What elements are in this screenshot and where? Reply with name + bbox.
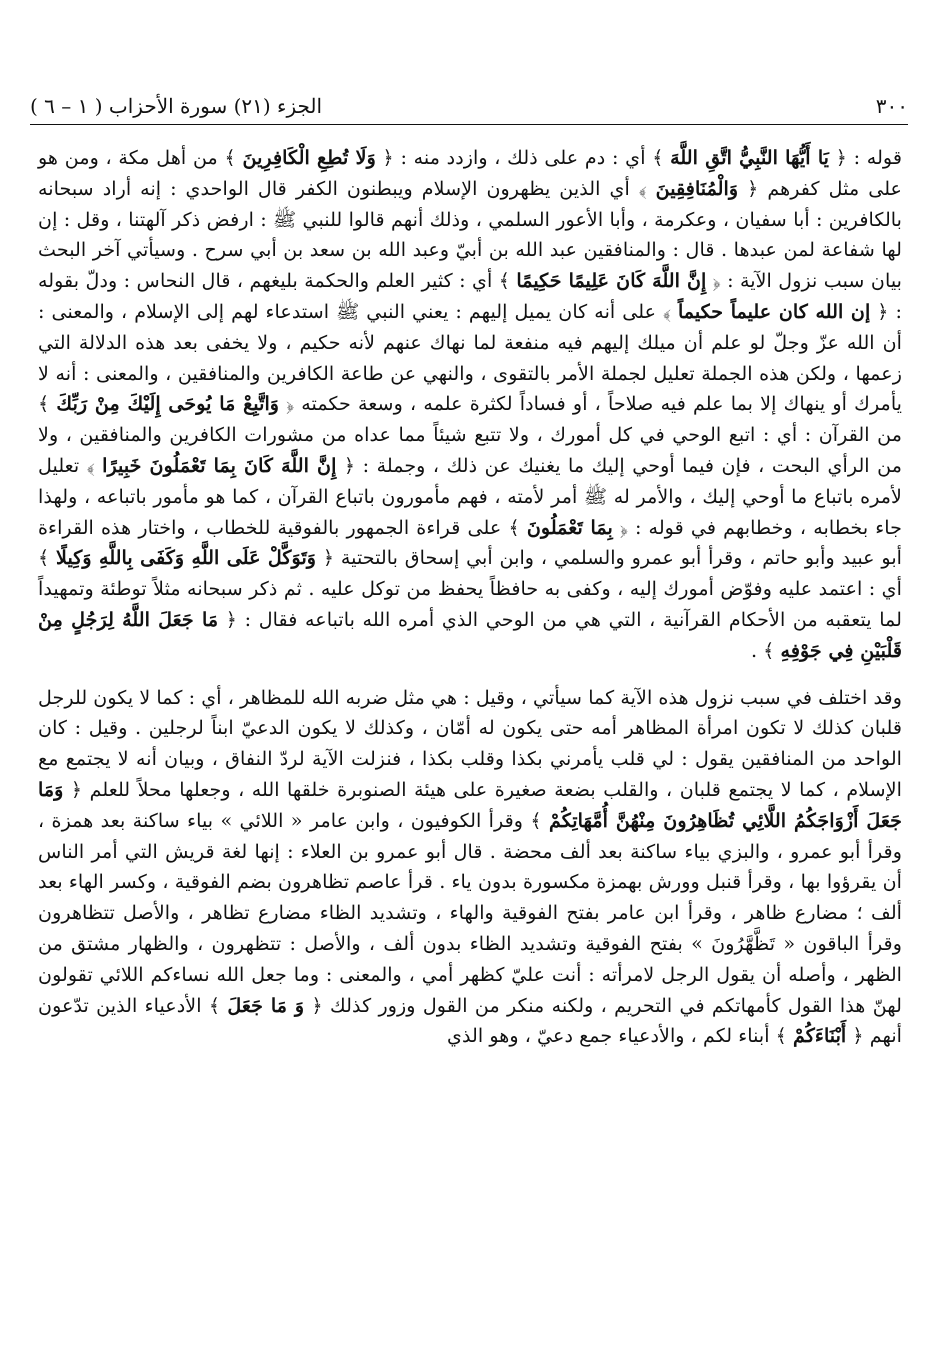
quran-quote: إن الله كان عليماً حكيماً: [677, 299, 871, 323]
commentary-text: ﴾ أي : اعتمد عليه وفوّض أمورك إليه ، وكفى به حافظاً يحفظ من توكل عليه . ثم ذكر سبحانه مثلاً توطئة وتمهيداً لما يتعقبه من الأحكام القرآنية ، التي هي من الوحي الذي أمره الله باتباعه فقال : ﴿: [38, 546, 902, 631]
commentary-text: ﴾ من أهل مكة ، ومن هو على مثل كفرهم ﴿: [38, 146, 902, 200]
header-rule: [30, 124, 908, 125]
page-number: ٣٠٠: [875, 94, 908, 118]
paragraph: [38, 683, 902, 1053]
commentary-text: ﴾ أبناء لكم ، والأدعياء جمع دعيّ ، وهو الذي: [446, 1024, 794, 1048]
quran-quote: إِنَّ اللَّهَ كَانَ عَلِيمًا حَكِيمًا: [516, 269, 707, 293]
quran-quote: بِمَا تَعْمَلُونَ: [526, 515, 613, 539]
page-header: [30, 82, 908, 118]
quran-quote: مَا جَعَلَ اللَّهُ لِرَجُلٍ مِنْ قَلْبَيْنِ فِي جَوْفِهِ: [38, 607, 902, 662]
quran-quote: أَبْنَاءَكُمْ: [793, 1024, 847, 1048]
commentary-text: ﴾ تعليل لأمره باتباع ما أوحي إليك ، والأمر له ﷺ أمر لأمته ، فهم مأمورون باتباع القرآن ، كما هو مأمور باتباعه ، ولهذا جاء بخطابه ، وخطابهم في قوله : ﴿: [38, 453, 902, 539]
commentary-text: ﴾ وقرأ الكوفيون ، وابن عامر « اللائي » بياء ساكنة بعد همزة ، وقرأ أبو عمرو ، والبزي بياء ساكنة بعد ألف محضة . قال أبو عمرو بن العلاء : إنها لغة قريش التي أمر الناس أن يقرؤوا بها ، وقرأ قنبل وورش بهمزة مكسورة بدون ياء . قرأ عاصم تظاهرون بضم الفوقية ، وكسر الهاء بعد ألف ؛ مضارع ظاهر ، وقرأ ابن عامر بفتح الفوقية والهاء ، وتشديد الظاء مضارع تظاهر ، والأصل تتظاهرون وقرأ الباقون « تَظَّهَّرُونَ » بفتح الفوقية وتشديد الظاء بدون ألف ، والأصل : تتظهرون ، والظهار مشتق من الظهر ، وأصله أن يقول الرجل لامرأته : أنت عليّ كظهر أمي ، والمعنى : وما جعل الله نساءكم اللائي تقولون لهنّ هذا القول كأمهاتكم في التحريم ، ولكنه منكر من القول وزور كذلك ﴿: [38, 808, 902, 1017]
commentary-text: ﴾ الأدعياء الذين تدّعون أنهم ﴿: [38, 993, 902, 1048]
commentary-text: ﴾ على أنه كان يميل إليهم : يعني النبي ﷺ استدعاء لهم إلى الإسلام ، والمعنى : أن الله عزّ وجلّ لو علم أن ميلك إليهم فيه منفعة لما نهاك عنهم لأنه حكيم ، ولا يخفى بعد هذه الدلالة التي زعمها ، ولكن هذه الجملة تعليل لجملة الأمر بالتقوى ، والنهي عن طاعة الكافرين والمنافقين ، والمعنى : أنه لا يأمرك أو ينهاك إلا بما علم فيه صلاحاً ، أو فساداً لكثرة علمه ، وسعة حكمته ﴿: [38, 299, 903, 416]
paragraph: [38, 143, 902, 667]
commentary-text: ﴾ .: [750, 638, 781, 662]
quran-quote: يَا أَيُّهَا النَّبِيُّ اتَّقِ اللَّهَ: [670, 146, 830, 169]
quran-quote: وَلَا تُطِعِ الْكَافِرِينَ: [242, 146, 376, 169]
commentary-text: قوله : ﴿: [829, 146, 903, 169]
quran-quote: وَ مَا جَعَلَ: [227, 993, 305, 1017]
commentary-text: ﴾ أي : كثير العلم والحكمة بليغهم ، قال النحاس : ودلّ بقوله : ﴿: [38, 269, 903, 323]
page-body: [38, 143, 902, 1052]
quran-quote: وَمَا جَعَلَ أَزْوَاجَكُمُ اللَّائِي تُظَاهِرُونَ مِنْهُنَّ أُمَّهَاتِكُمْ: [38, 777, 902, 832]
quran-quote: وَتَوَكَّلْ عَلَى اللَّهِ وَكَفَى بِاللَّهِ وَكِيلًا: [56, 546, 317, 570]
quran-quote: إِنَّ اللَّهَ كَانَ بِمَا تَعْمَلُونَ خَبِيرًا: [102, 453, 337, 477]
commentary-text: ﴾ على قراءة الجمهور بالفوقية للخطاب ، واختار هذه القراءة أبو عبيد وأبو حاتم ، وقرأ أبو عمرو والسلمي ، وابن أبي إسحاق بالتحتية ﴿: [38, 515, 902, 570]
commentary-text: ﴾ أي الذين يظهرون الإسلام ويبطنون الكفر قال الواحدي : إنه أراد سبحانه بالكافرين : أبا سفيان ، وعكرمة ، وأبا الأعور السلمي ، وذلك أنهم قالوا للنبي ﷺ : ارفض ذكر آلهتنا ، وقل : إن لها شفاعة لمن عبدها . قال : والمنافقين عبد الله بن أبيّ وعبد الله بن سعد بن أبي سرح . وسيأتي آخر البحث بيان سبب نزول الآية : ﴿: [38, 176, 902, 293]
commentary-text: وقد اختلف في سبب نزول هذه الآية كما سيأتي ، وقيل : هي مثل ضربه الله للمظاهر ، أي : كما لا يكون للرجل قلبان كذلك لا تكون امرأة المظاهر أمه حتى يكون له أمّان ، وكذلك لا يكون الدعيّ ابناً لرجلين . وقيل : كان الواحد من المنافقين يقول : لي قلب يأمرني بكذا وقلب بكذا ، فنزلت الآية لردّ النفاق ، وبيان أنه لا يجتمع مع الإسلام ، كما لا يجتمع قلبان ، والقلب بضعة صغيرة على هيئة الصنوبرة خلقها الله ، وجعلها محلاً للعلم ﴿: [38, 685, 902, 801]
commentary-text: ﴾ من القرآن : أي : اتبع الوحي في كل أمورك ، ولا تتبع شيئاً مما عداه من مشورات الكافرين والمنافقين ، ولا من الرأي البحت ، فإن فيما أوحي إليك ما يغنيك عن ذلك ، وجملة : ﴿: [38, 392, 902, 477]
quran-quote: وَاتَّبِعْ مَا يُوحَى إِلَيْكَ مِنْ رَبِّكَ: [56, 392, 280, 416]
quran-quote: وَالْمُنَافِقِينَ: [655, 176, 739, 200]
commentary-text: ﴾ أي : دم على ذلك ، وازدد منه : ﴿: [375, 146, 671, 169]
running-title: الجزء (٢١) سورة الأحزاب ( ١ – ٦ ): [30, 94, 323, 118]
